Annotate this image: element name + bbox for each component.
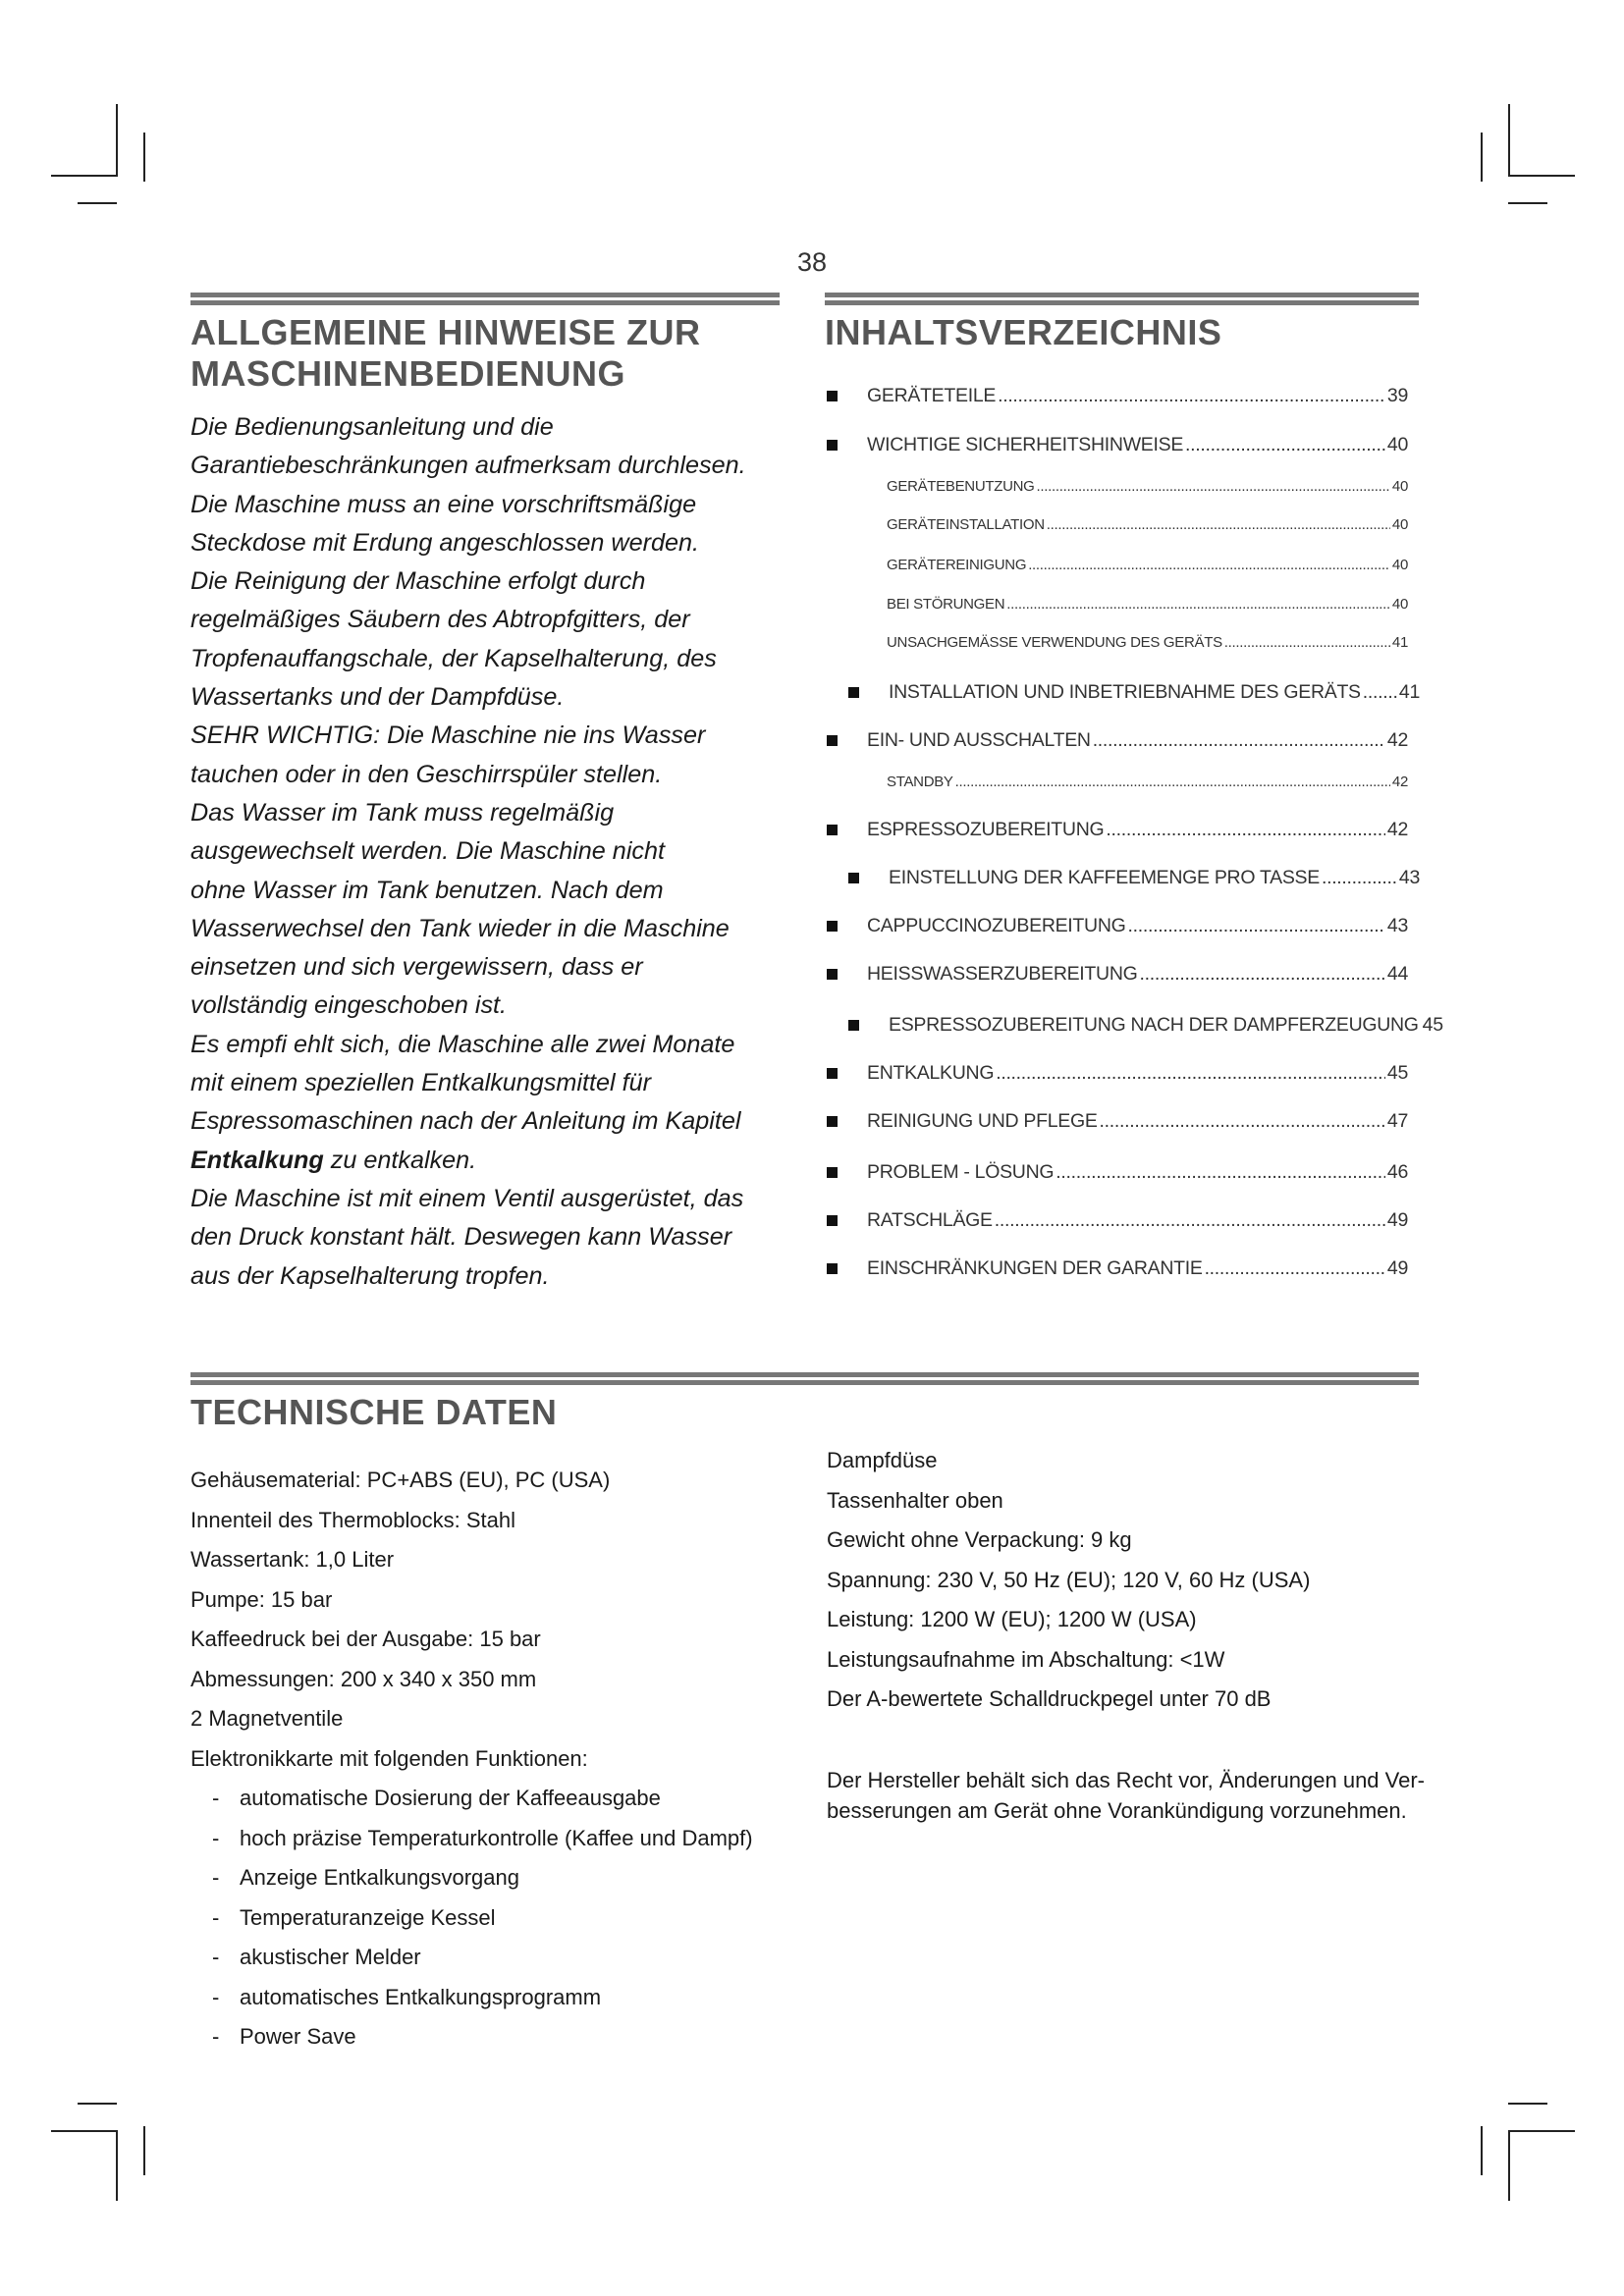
spec-line: Pumpe: 15 bar (190, 1586, 333, 1612)
toc-title: REINIGUNG UND PFLEGE (867, 1110, 1098, 1132)
toc-entry (887, 478, 1408, 495)
spec-line: Abmessungen: 200 x 340 x 350 mm (190, 1666, 537, 1691)
dot-leader (1224, 634, 1390, 651)
dash-marker: - (212, 1825, 220, 1850)
toc-title: INSTALLATION UND INBETRIEBNAHME DES GERÄTS (889, 681, 1361, 703)
toc-page: 42 (1386, 729, 1408, 751)
bullet-icon (827, 1167, 838, 1178)
bullet-icon (827, 1068, 838, 1079)
text-line: Die Bedienungsanleitung und die (190, 413, 554, 441)
dot-leader (1093, 729, 1385, 752)
dot-leader (1127, 915, 1384, 937)
toc-page: 41 (1391, 634, 1408, 651)
text-line: Die Maschine ist mit einem Ventil ausgerüstet, das (190, 1184, 744, 1212)
dash-marker: - (212, 1786, 220, 1810)
section-rule (825, 293, 1419, 306)
page-number: 38 (796, 247, 828, 277)
dot-leader (1139, 963, 1384, 986)
toc-entry (827, 1209, 1408, 1232)
manufacturer-note (827, 1765, 1426, 1826)
dot-leader (1037, 478, 1390, 495)
bullet-icon (848, 873, 859, 883)
toc-entry (887, 596, 1408, 613)
text-line: tauchen oder in den Geschirrspüler stellen. (190, 760, 663, 788)
function-label: Anzeige Entkalkungsvorgang (240, 1865, 519, 1890)
text-line: Die Maschine muss an eine vorschriftsmäßige (190, 490, 697, 518)
toc-entry (848, 867, 1420, 889)
toc-title: ESPRESSOZUBEREITUNG (867, 819, 1105, 840)
text-line: einsetzen und sich vergewissern, dass er (190, 953, 643, 982)
dot-leader (1363, 681, 1397, 704)
toc-entry (848, 681, 1420, 704)
text-line: Wasserwechsel den Tank wieder in die Maschine (190, 914, 730, 942)
toc-title: RATSCHLÄGE (867, 1209, 993, 1231)
text-line: Steckdose mit Erdung angeschlossen werden. (190, 528, 700, 557)
tech-specs-right (827, 1441, 1310, 1720)
text-line: Es empfi ehlt sich, die Maschine alle zwei Monate (190, 1030, 735, 1058)
text-line (190, 1142, 780, 1180)
toc-page: 40 (1391, 596, 1408, 613)
toc-entry (827, 1062, 1408, 1085)
spec-line: Elektronikkarte mit folgenden Funktionen: (190, 1745, 588, 1771)
text-fragment: zu entkalken. (323, 1146, 477, 1174)
tech-heading: TECHNISCHE DATEN (190, 1392, 558, 1432)
heading-line: MASCHINENBEDIENUNG (190, 353, 626, 394)
dot-leader (1106, 819, 1385, 841)
toc-page: 42 (1386, 819, 1408, 840)
text-line: Garantiebeschränkungen aufmerksam durchlesen. (190, 452, 746, 480)
toc-page: 40 (1391, 516, 1408, 533)
toc-title: GERÄTEREINIGUNG (887, 557, 1027, 573)
toc-page: 40 (1391, 478, 1408, 495)
text-line: vollständig eingeschoben ist. (190, 991, 508, 1020)
text-line: Wassertanks und der Dampfdüse. (190, 683, 565, 712)
toc-entry (827, 963, 1408, 986)
toc-entry (887, 516, 1408, 533)
toc-page: 46 (1386, 1161, 1408, 1183)
text-line: ausgewechselt werden. Die Maschine nicht (190, 837, 666, 866)
toc-title: GERÄTEINSTALLATION (887, 516, 1045, 533)
toc-entry (827, 915, 1408, 937)
toc-entry (887, 774, 1408, 790)
toc-entry (827, 434, 1408, 456)
toc-page: 44 (1386, 963, 1408, 985)
heading-line: ALLGEMEINE HINWEISE ZUR (190, 312, 701, 352)
spec-line: Gewicht ohne Verpackung: 9 kg (827, 1527, 1132, 1552)
function-item (190, 1898, 753, 1939)
tech-specs-left (190, 1461, 753, 2057)
toc-title: GERÄTETEILE (867, 385, 997, 406)
toc-title: STANDBY (887, 774, 953, 790)
function-item (190, 1938, 753, 1978)
toc-entry (848, 1014, 1443, 1037)
bullet-icon (827, 391, 838, 401)
toc-entry (827, 729, 1408, 752)
dash-marker: - (212, 1984, 220, 2009)
toc-title: HEISSWASSERZUBEREITUNG (867, 963, 1138, 985)
bullet-icon (827, 1215, 838, 1226)
note-line: besserungen am Gerät ohne Vorankündigung vorzunehmen. (827, 1798, 1407, 1823)
spec-line: Leistungsaufnahme im Abschaltung: <1W (827, 1646, 1225, 1672)
toc-entry (887, 634, 1408, 651)
toc-title: EIN- UND AUSSCHALTEN (867, 729, 1091, 751)
text-line: regelmäßiges Säubern des Abtropfgitters, der (190, 606, 690, 634)
bullet-icon (827, 735, 838, 746)
spec-line: Tassenhalter oben (827, 1487, 1003, 1513)
toc-entry (827, 1257, 1408, 1280)
toc-title: CAPPUCCINOZUBEREITUNG (867, 915, 1126, 936)
bullet-icon (848, 1020, 859, 1031)
toc-title: EINSCHRÄNKUNGEN DER GARANTIE (867, 1257, 1203, 1279)
dot-leader (1006, 596, 1390, 613)
bullet-icon (827, 440, 838, 451)
function-label: automatische Dosierung der Kaffeeausgabe (240, 1786, 661, 1810)
spec-line: Leistung: 1200 W (EU); 1200 W (USA) (827, 1607, 1197, 1631)
spec-line: Kaffeedruck bei der Ausgabe: 15 bar (190, 1627, 541, 1651)
section-heading (190, 312, 701, 395)
text-line: Tropfenauffangschale, der Kapselhalterung, des (190, 644, 717, 672)
dash-marker: - (212, 2024, 220, 2049)
dot-leader (1185, 434, 1385, 456)
spec-line: 2 Magnetventile (190, 1706, 344, 1731)
text-line: Die Reinigung der Maschine erfolgt durch (190, 567, 646, 596)
toc-title: GERÄTEBENUTZUNG (887, 478, 1035, 495)
spec-line: Dampfdüse (827, 1448, 938, 1472)
text-line: aus der Kapselhalterung tropfen. (190, 1261, 550, 1290)
spec-line: Innenteil des Thermoblocks: Stahl (190, 1507, 515, 1532)
toc-title: ESPRESSOZUBEREITUNG NACH DER DAMPFERZEUGUNG (889, 1014, 1419, 1036)
text-line: Espressomaschinen nach der Anleitung im Kapitel (190, 1107, 741, 1136)
bullet-icon (848, 687, 859, 698)
text-line: den Druck konstant hält. Deswegen kann Wasser (190, 1223, 732, 1252)
toc-page: 45 (1386, 1062, 1408, 1084)
dot-leader (1205, 1257, 1385, 1280)
toc-entry (887, 557, 1408, 573)
function-item (190, 1978, 753, 2018)
toc-entry (827, 1110, 1408, 1133)
toc-page: 39 (1386, 385, 1408, 406)
function-item (190, 1819, 753, 1859)
toc-heading: INHALTSVERZEICHNIS (825, 312, 1222, 352)
bullet-icon (827, 921, 838, 932)
bullet-icon (827, 1116, 838, 1127)
toc-entry (827, 819, 1408, 841)
toc-page: 43 (1398, 867, 1420, 888)
toc-title: BEI STÖRUNGEN (887, 596, 1005, 613)
text-line: mit einem speziellen Entkalkungsmittel für (190, 1069, 651, 1097)
bullet-icon (827, 825, 838, 835)
function-label: automatisches Entkalkungsprogramm (240, 1984, 602, 2009)
function-label: Power Save (240, 2024, 356, 2049)
toc-entry (827, 1161, 1408, 1184)
note-line: Der Hersteller behält sich das Recht vor, Änderungen und Ver- (827, 1768, 1425, 1792)
toc-page: 42 (1391, 774, 1408, 790)
toc-page: 47 (1386, 1110, 1408, 1132)
spec-line: Gehäusematerial: PC+ABS (EU), PC (USA) (190, 1468, 611, 1492)
toc-page: 40 (1391, 557, 1408, 573)
function-item (190, 1779, 753, 1819)
dot-leader (1322, 867, 1397, 889)
bold-keyword: Entkalkung (190, 1146, 324, 1174)
dot-leader (1047, 516, 1390, 533)
toc-title: ENTKALKUNG (867, 1062, 995, 1084)
spec-line: Der A-bewertete Schalldruckpegel unter 70 dB (827, 1686, 1272, 1711)
dash-marker: - (212, 1904, 220, 1930)
dot-leader (1056, 1161, 1385, 1184)
function-label: Temperaturanzeige Kessel (240, 1904, 496, 1930)
dot-leader (996, 1062, 1385, 1085)
toc-page: 43 (1386, 915, 1408, 936)
dash-marker: - (212, 1945, 220, 1969)
toc-title: PROBLEM - LÖSUNG (867, 1161, 1055, 1183)
function-label: hoch präzise Temperaturkontrolle (Kaffee und Dampf) (240, 1825, 753, 1850)
dot-leader (1028, 557, 1390, 573)
function-item (190, 2017, 753, 2057)
dot-leader (995, 1209, 1385, 1232)
spec-line: Wassertank: 1,0 Liter (190, 1547, 395, 1572)
bullet-icon (827, 969, 838, 980)
toc-page: 45 (1422, 1014, 1443, 1036)
toc-entry (827, 385, 1408, 407)
toc-page: 41 (1398, 681, 1420, 703)
section-rule (190, 1372, 1419, 1386)
toc-page: 49 (1386, 1257, 1408, 1279)
toc-page: 49 (1386, 1209, 1408, 1231)
function-item (190, 1858, 753, 1898)
table-of-contents (821, 373, 1443, 1296)
function-label: akustischer Melder (240, 1945, 421, 1969)
dot-leader (998, 385, 1385, 407)
dot-leader (1100, 1110, 1385, 1133)
dot-leader (955, 774, 1390, 790)
toc-title: EINSTELLUNG DER KAFFEEMENGE PRO TASSE (889, 867, 1320, 888)
text-line: SEHR WICHTIG: Die Maschine nie ins Wasser (190, 721, 706, 750)
usage-instructions (190, 408, 780, 1296)
toc-page: 40 (1386, 434, 1408, 455)
toc-title: UNSACHGEMÄSSE VERWENDUNG DES GERÄTS (887, 634, 1222, 651)
bullet-icon (827, 1263, 838, 1274)
section-rule (190, 293, 780, 306)
text-line: ohne Wasser im Tank benutzen. Nach dem (190, 876, 664, 904)
text-line: Das Wasser im Tank muss regelmäßig (190, 798, 615, 827)
toc-title: WICHTIGE SICHERHEITSHINWEISE (867, 434, 1184, 455)
dash-marker: - (212, 1865, 220, 1890)
spec-line: Spannung: 230 V, 50 Hz (EU); 120 V, 60 Hz (USA) (827, 1567, 1311, 1592)
